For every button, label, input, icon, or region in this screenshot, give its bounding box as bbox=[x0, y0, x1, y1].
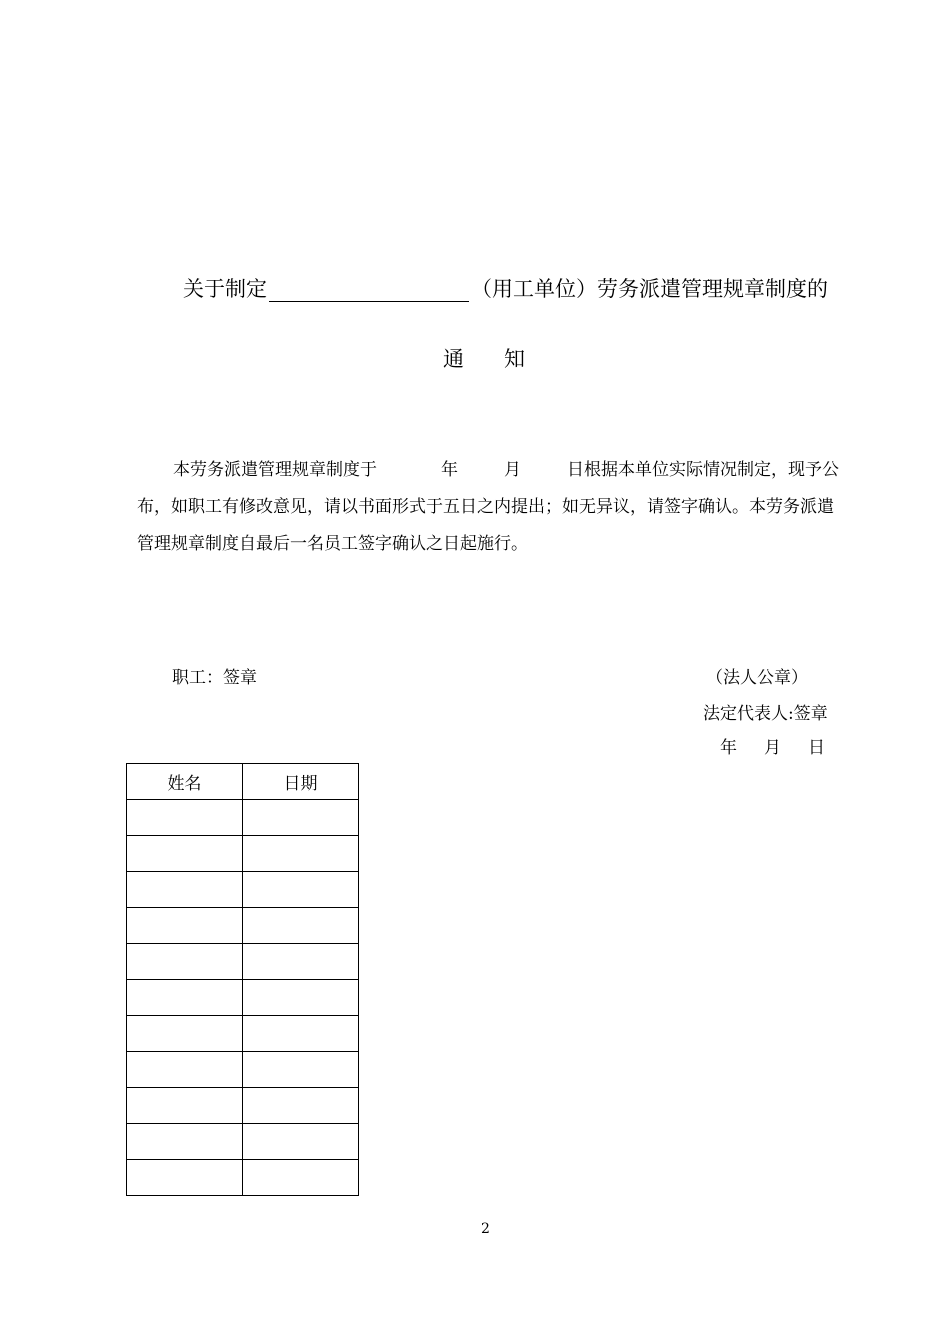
name-cell[interactable] bbox=[127, 1016, 243, 1052]
date-cell[interactable] bbox=[243, 944, 359, 980]
signature-table bbox=[126, 763, 359, 1196]
name-cell[interactable] bbox=[127, 1088, 243, 1124]
name-cell[interactable] bbox=[127, 836, 243, 872]
date-cell[interactable] bbox=[243, 872, 359, 908]
table-header-row bbox=[127, 764, 359, 800]
title-char-1: 通 bbox=[443, 347, 464, 371]
date-cell[interactable] bbox=[243, 1052, 359, 1088]
table-row bbox=[127, 1124, 359, 1160]
name-cell[interactable] bbox=[127, 1160, 243, 1196]
name-cell[interactable] bbox=[127, 800, 243, 836]
table-row bbox=[127, 1016, 359, 1052]
month-label: 月 bbox=[504, 460, 521, 480]
company-seal-label: （法人公章） bbox=[706, 668, 808, 688]
header-name: 姓名 bbox=[127, 764, 243, 800]
employee-signature-label: 职工：签章 bbox=[172, 668, 257, 688]
date-cell[interactable] bbox=[243, 908, 359, 944]
date-cell[interactable] bbox=[243, 1088, 359, 1124]
date-month-label: 月 bbox=[764, 738, 781, 758]
notice-paragraph bbox=[137, 452, 842, 563]
page-number: 2 bbox=[481, 1221, 490, 1237]
table-row bbox=[127, 1052, 359, 1088]
table-row bbox=[127, 1088, 359, 1124]
paragraph-part2: 日根据本单位实际情况制定，现予公布，如职工有修改意见，请以书面形式于五日之内提出；如无异议，请签字确认。本劳务派遣管理规章制度自最后一名员工签字确认之日起施行。 bbox=[137, 460, 839, 554]
table-row bbox=[127, 836, 359, 872]
name-cell[interactable] bbox=[127, 872, 243, 908]
table-row bbox=[127, 944, 359, 980]
document-title-line2 bbox=[443, 344, 525, 374]
date-cell[interactable] bbox=[243, 1160, 359, 1196]
title-char-2: 知 bbox=[504, 347, 525, 371]
name-cell[interactable] bbox=[127, 980, 243, 1016]
date-cell[interactable] bbox=[243, 1124, 359, 1160]
title-prefix: 关于制定 bbox=[183, 277, 267, 301]
table-row bbox=[127, 800, 359, 836]
document-title bbox=[183, 274, 828, 304]
name-cell[interactable] bbox=[127, 908, 243, 944]
employer-name-blank[interactable] bbox=[269, 277, 469, 302]
name-cell[interactable] bbox=[127, 1052, 243, 1088]
title-suffix: （用工单位）劳务派遣管理规章制度的 bbox=[471, 277, 828, 301]
date-cell[interactable] bbox=[243, 1016, 359, 1052]
legal-representative-label: 法定代表人:签章 bbox=[703, 704, 828, 724]
name-cell[interactable] bbox=[127, 1124, 243, 1160]
date-cell[interactable] bbox=[243, 980, 359, 1016]
table-body bbox=[127, 800, 359, 1196]
table-row bbox=[127, 872, 359, 908]
table-row bbox=[127, 908, 359, 944]
table-row bbox=[127, 980, 359, 1016]
date-cell[interactable] bbox=[243, 836, 359, 872]
date-year-label: 年 bbox=[720, 738, 737, 758]
paragraph-part1: 本劳务派遣管理规章制度于 bbox=[173, 460, 377, 480]
date-cell[interactable] bbox=[243, 800, 359, 836]
name-cell[interactable] bbox=[127, 944, 243, 980]
date-day-label: 日 bbox=[808, 738, 825, 758]
header-date: 日期 bbox=[243, 764, 359, 800]
signature-date bbox=[720, 736, 825, 760]
year-label: 年 bbox=[441, 460, 458, 480]
table-row bbox=[127, 1160, 359, 1196]
